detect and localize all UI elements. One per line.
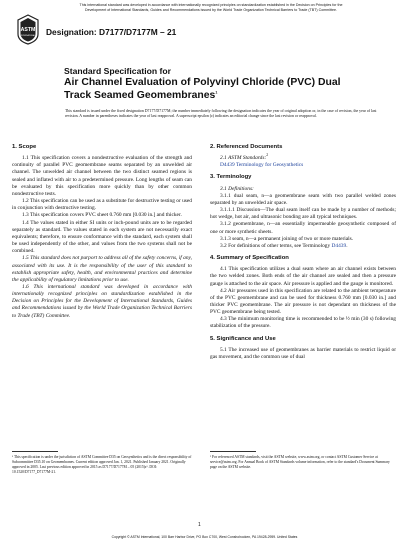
footnote-divider-right [210,451,256,452]
para-3-2 [210,243,396,250]
title-line-1: Standard Specification for [64,66,171,76]
para-3-1: 3.1 Definitions: [220,185,254,192]
reference-code-link[interactable]: D4439 [220,162,235,169]
para-3-2-text: 3.2 For definitions of other terms, see Terminology [220,242,332,249]
footnote-2: ² For referenced ASTM standards, visit the ASTM website, www.astm.org, or contact ASTM Customer Service at service@astm.org. For Annual Book of ASTM Standards volume information, refer to the standard's Document Summary page on the ASTM website. [210,455,390,469]
para-3-2-end: . [346,242,348,249]
para-1-2: 1.2 This specification can be used as a substitute for destructive testing or used in conjunction with destructive testing. [12,198,192,212]
footnote-2-mark: 2 [266,153,269,158]
footnote-1: ¹ This specification is under the jurisdiction of ASTM Committee D35 on Geosynthetics and is the direct responsibility of Subcommittee D35.10 on Geomembranes. Current edition approved Jan. 1, 2021. Published January 2021. Originally approved in 2005. Last previous edition approved in 2015 as D7177/D7177M – 05 (2015)ε¹. DOI: 10.1520/D7177_D7177M-21. [12,455,192,474]
para-3-1-1: 3.1.1 dual seam, n—a geomembrane seam with two parallel welded zones separated by an unwelded air space. [210,192,396,206]
right-column [210,144,396,361]
para-4-1: 4.1 This specification utilizes a dual seam where an air channel exists between the two welded zones. Both ends of the air channel are sealed and then a pressure gauge is attached to the air space. Air pressure is applied and the gauge is monitored. [210,266,396,287]
reference-title-link[interactable]: Terminology for Geosynthetics [235,162,304,169]
notice-line-2: Development of International Standards, Guides and Recommendations issued by the World Trade Organization Technical Barriers to Trade (TBT) Committee. [85,7,337,12]
para-1-3: 1.3 This specification covers PVC sheet 0.760 mm [0.030 in.] and thicker. [22,212,182,219]
section-2-heading: 2. Referenced Documents [210,144,283,150]
para-3-1-1-1: 3.1.1.1 Discussion—The dual seam itself can be made by a number of methods; hot wedge, hot air, and ultrasonic bonding are all typical techniques. [210,207,396,221]
section-5-heading: 5. Significance and Use [210,335,276,342]
para-1-1: 1.1 This specification covers a nondestructive evaluation of the strength and continuity of parallel PVC geomembrane seams separated by an unwelded air channel. The unwelded air channel between the two distinct seamed regions is sealed and inflated with air to a predetermined pressure. Long lengths of seam can be evaluated by this specification more quickly than by other common nondestructive tests. [12,155,192,197]
title-footnote-mark: 1 [215,90,218,95]
svg-text:INTERNATIONAL: INTERNATIONAL [20,35,36,37]
copyright-footer: Copyright © ASTM International, 100 Barr Harbor Drive, PO Box C700, West Conshohocken, PA 19428-2959. United States [111,535,298,539]
para-3-1-3: 3.1.3 seam, n—a permanent joining of two or more materials. [220,235,354,242]
left-column [12,144,192,320]
section-4-heading: 4. Summary of Specification [210,255,289,262]
para-4-2: 4.2 Air pressures used in this specification are related to the ambient temperature of the PVC geomembrane and can be used for thickness 0.760 mm [0.030 in.] and thicker PVC geomembrane. The air pressure is not dependant on thickness of the PVC geomembrane being tested. [210,287,396,316]
title-line-2: Air Channel Evaluation of Polyvinyl Chloride (PVC) Dual [64,77,341,88]
designation: Designation: D7177/D7177M – 21 [46,27,177,37]
section-1-heading: 1. Scope [12,144,37,150]
standard-issue-note: This standard is issued under the fixed designation D7177/D7177M; the number immediately following the designation indicates the year of original adoption or, in the case of revision, the year of last revision. A number in parentheses indicates the year of last reapproval. A superscript epsilon (ε) indicates an editorial change since the last revision or reapproval. [65,109,377,119]
svg-text:ASTM: ASTM [20,27,36,33]
para-2-1-text: 2.1 ASTM Standards: [220,155,267,162]
title-line-3 [64,90,364,103]
para-1-6: 1.6 This international standard was developed in accordance with internationally recognized principles on standardization established in the Decision on Principles for the Development of International Standards, Guides and Recommendations issued by the World Trade Organization Technical Barriers to Trade (TBT) Committee. [12,283,192,319]
international-standard-notice [46,3,376,12]
page-number: 1 [198,522,201,528]
section-3-heading: 3. Terminology [210,174,252,181]
standard-title [64,66,364,102]
notice-line-1: This international standard was developed in accordance with internationally recognized principles on standardization established in the Decision on Principles for the [79,3,343,7]
title-line-3-text: Track Seamed Geomembranes [64,89,216,101]
para-1-5: 1.5 This standard does not purport to address all of the safety concerns, if any, associated with its use. It is the responsibility of the user of this standard to establish appropriate safety, health, and environmental practices and determine the applicability of regulatory limitations prior to use. [12,255,192,283]
reference-d4439[interactable] [210,162,396,169]
para-5-1: 5.1 The increased use of geomembranes as barrier materials to restrict liquid or gas movement, and the common use of dual [210,346,396,360]
para-1-4: 1.4 The values stated in either SI units or inch-pound units are to be regarded separately as standard. The values stated in each system are not necessarily exact equivalents; therefore, to ensure conformance with the standard, each system shall be used independently of the other, and values from the two systems shall not be combined. [12,219,192,255]
footnote-divider-left [12,451,58,452]
astm-logo-icon [16,14,40,45]
para-4-3: 4.3 The minimum monitoring time is recommended to be ½ min (30 s) following stabilization of the pressure. [210,316,396,330]
terminology-link[interactable]: D4439 [331,242,347,249]
para-3-1-2: 3.1.2 geomembrane, n—an essentially impermeable geosynthetic composed of one or more synthetic sheets. [210,221,396,235]
